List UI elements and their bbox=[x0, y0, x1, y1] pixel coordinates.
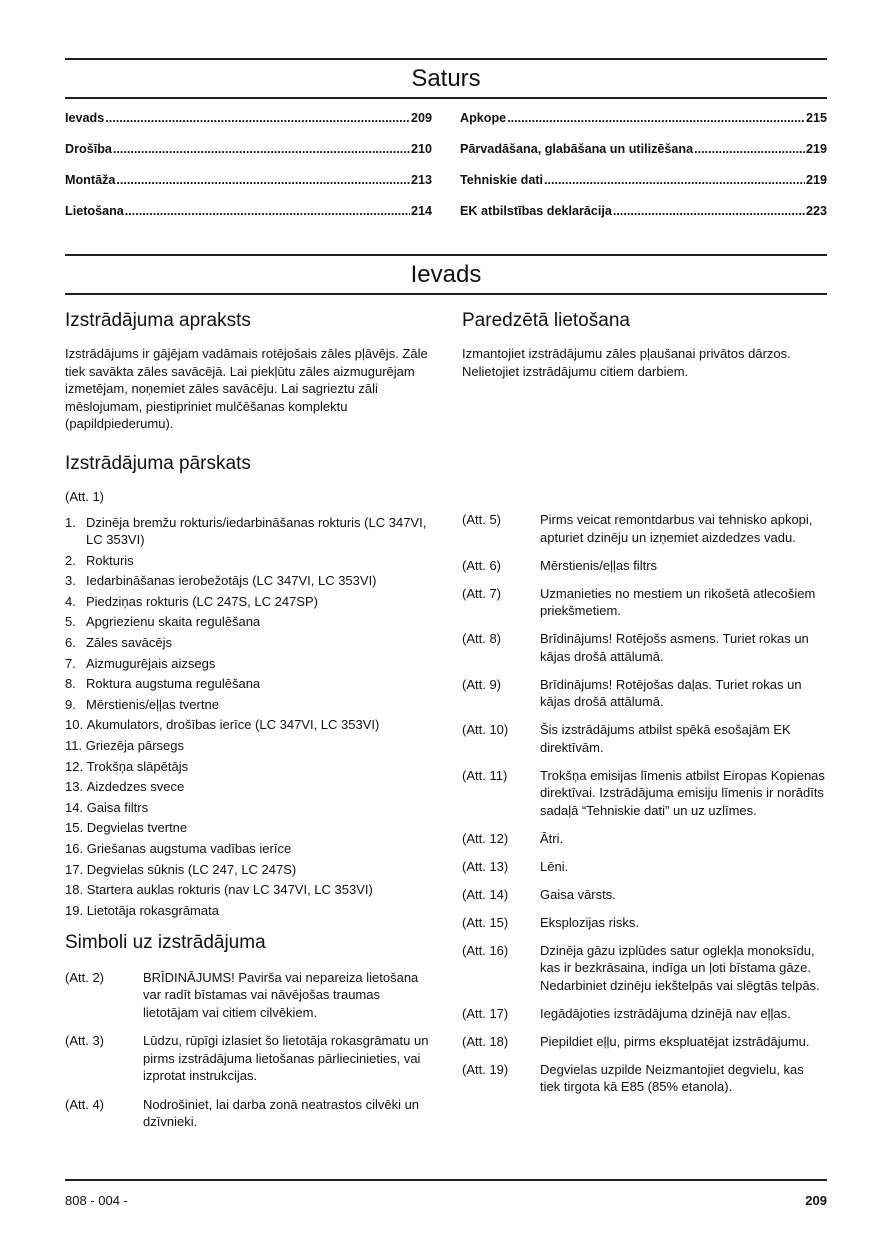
figure-ref: (Att. 3) bbox=[65, 1033, 105, 1049]
symbol-item bbox=[462, 858, 827, 876]
content-columns bbox=[65, 295, 827, 1142]
symbol-item bbox=[462, 1061, 827, 1096]
figure-ref: (Att. 13) bbox=[462, 858, 509, 874]
figure-ref: (Att. 4) bbox=[65, 1096, 105, 1112]
symbol-text: BRĪDINĀJUMS! Pavirša vai nepareiza lietošana var radīt bīstamas vai nāvējošas traumas lietotājam vai citiem cilvēkiem. bbox=[143, 969, 419, 1020]
list-item: 12. Trokšņa slāpētājs bbox=[65, 758, 189, 774]
figure-ref: (Att. 6) bbox=[462, 557, 502, 573]
list-item: 6. Zāles savācējs bbox=[65, 634, 172, 650]
section-title: Ievads bbox=[410, 261, 482, 288]
toc-entry-page: 213 bbox=[410, 173, 432, 187]
toc-entry-label: Apkope bbox=[460, 111, 507, 125]
toc-leader bbox=[613, 204, 805, 218]
symbol-text: Nodrošiniet, lai darba zonā neatrastos cilvēki un dzīvnieki. bbox=[143, 1096, 420, 1130]
toc-entry-page: 223 bbox=[805, 204, 827, 218]
table-of-contents bbox=[65, 111, 827, 235]
list-item: 10. Akumulators, drošības ierīce (LC 347VI, LC 353VI) bbox=[65, 717, 380, 733]
symbol-text: Trokšņa emisijas līmenis atbilst Eiropas Kopienas direktīvai. Izstrādājuma emisiju līmenis ir norādīts sadaļā “Tehniskie dati” un uz uzlīmes. bbox=[540, 767, 825, 818]
toc-entry-page: 209 bbox=[410, 111, 432, 125]
symbol-text: Piepildiet eļļu, pirms ekspluatējat izstrādājumu. bbox=[540, 1033, 810, 1049]
symbol-text: Pirms veicat remontdarbus vai tehnisko apkopi, apturiet dzinēju un izņemiet aizdedzes vadu. bbox=[540, 512, 813, 545]
toc-entry-page: 219 bbox=[805, 173, 827, 187]
symbol-text: Dzinēja gāzu izplūdes satur oglekļa monoksīdu, kas ir bezkrāsaina, indīga un ļoti bīstama gāze. Nedarbiniet dzinēju iekštelpās vai slēgtās telpās. bbox=[540, 942, 820, 993]
figure-ref: (Att. 14) bbox=[462, 886, 509, 902]
symbol-item bbox=[462, 767, 827, 820]
toc-leader bbox=[544, 173, 805, 187]
figure-ref: (Att. 16) bbox=[462, 942, 509, 958]
toc-leader bbox=[105, 111, 410, 125]
figure-ref: (Att. 7) bbox=[462, 585, 502, 601]
symbol-item bbox=[462, 585, 827, 620]
figure-ref: (Att. 19) bbox=[462, 1061, 509, 1077]
list-item: 2. Rokturis bbox=[65, 552, 134, 568]
toc-entry-label: Lietošana bbox=[65, 204, 124, 218]
toc-entry-page: 215 bbox=[805, 111, 827, 125]
list-item: 11. Griezēja pārsegs bbox=[65, 737, 185, 753]
description-text: Izstrādājums ir gājējam vadāmais rotējošais zāles pļāvējs. Zāle tiek savākta zāles savācējā. Lai piekļūtu zāles aizmugurējam izmetējam, noņemiet zāles savācēju. Lai sagrieztu zāli mēslojumam, piestipriniet mulčēšanas komplektu (papildpiederumu). bbox=[65, 346, 428, 431]
toc-title: Saturs bbox=[411, 65, 481, 92]
symbol-item bbox=[462, 1005, 827, 1023]
symbol-text: Degvielas uzpilde Neizmantojiet degvielu, kas tiek tirgota kā E85 (85% etanola). bbox=[540, 1061, 804, 1094]
intended-use-text: Izmantojiet izstrādājumu zāles pļaušanai privātos dārzos. Nelietojiet izstrādājumu citiem darbiem. bbox=[462, 346, 791, 379]
symbol-text: Gaisa vārsts. bbox=[540, 886, 616, 902]
list-item: 16. Griešanas augstuma vadības ierīce bbox=[65, 840, 292, 856]
symbol-text: Lūdzu, rūpīgi izlasiet šo lietotāja rokasgrāmatu un pirms izstrādājuma lietošanas pārliecinieties, vai izprotat instrukcijas. bbox=[143, 1033, 429, 1084]
toc-entry-label: Ievads bbox=[65, 111, 105, 125]
left-column bbox=[65, 295, 430, 1142]
symbol-text: Brīdinājums! Rotējošs asmens. Turiet rokas un kājas drošā attālumā. bbox=[540, 631, 809, 664]
symbol-text: Mērstienis/eļļas filtrs bbox=[540, 557, 658, 573]
overview-list bbox=[65, 514, 430, 919]
page-footer bbox=[65, 1179, 827, 1208]
figure-ref: (Att. 11) bbox=[462, 767, 508, 783]
toc-entry[interactable] bbox=[65, 204, 432, 235]
symbol-item bbox=[462, 942, 827, 995]
toc-entry-page: 210 bbox=[410, 142, 432, 156]
symbol-item bbox=[462, 511, 827, 546]
symbol-item bbox=[462, 886, 827, 904]
list-item: 8. Roktura augstuma regulēšana bbox=[65, 676, 261, 692]
toc-entry-label: EK atbilstības deklarācija bbox=[460, 204, 612, 218]
figure-ref: (Att. 9) bbox=[462, 676, 502, 692]
toc-column-right bbox=[460, 111, 827, 235]
toc-entry[interactable] bbox=[65, 142, 432, 173]
toc-entry-label: Tehniskie dati bbox=[460, 173, 544, 187]
figure-ref: (Att. 10) bbox=[462, 722, 509, 737]
list-item: 18. Startera auklas rokturis (nav LC 347VI, LC 353VI) bbox=[65, 882, 373, 898]
symbol-item bbox=[462, 914, 827, 932]
list-item: 7. Aizmugurējais aizsegs bbox=[65, 655, 216, 671]
symbol-text: Šis izstrādājums atbilst spēkā esošajām EK direktīvām. bbox=[540, 722, 791, 755]
toc-entry-page: 219 bbox=[805, 142, 827, 156]
page bbox=[65, 58, 827, 1142]
list-item: 5. Apgriezienu skaita regulēšana bbox=[65, 614, 261, 630]
figure-ref: (Att. 15) bbox=[462, 914, 509, 930]
toc-entry[interactable] bbox=[65, 111, 432, 142]
toc-entry[interactable] bbox=[65, 173, 432, 204]
toc-entry-label: Drošība bbox=[65, 142, 112, 156]
symbol-item bbox=[462, 721, 827, 756]
symbol-text: Lēni. bbox=[540, 858, 569, 874]
symbol-text: Ātri. bbox=[540, 830, 564, 846]
symbol-item bbox=[462, 630, 827, 665]
symbol-text: Eksplozijas risks. bbox=[540, 914, 639, 930]
figure-ref: (Att. 8) bbox=[462, 631, 502, 646]
toc-entry[interactable] bbox=[460, 173, 827, 204]
toc-entry-page: 214 bbox=[410, 204, 432, 218]
toc-entry[interactable] bbox=[460, 204, 827, 235]
symbol-text: Uzmanieties no mestiem un rikošetā atlecošiem priekšmetiem. bbox=[540, 585, 816, 618]
symbol-item bbox=[462, 1033, 827, 1051]
list-item: 19. Lietotāja rokasgrāmata bbox=[65, 902, 219, 918]
figure-ref: (Att. 17) bbox=[462, 1005, 509, 1021]
list-item: 17. Degvielas sūknis (LC 247, LC 247S) bbox=[65, 861, 297, 877]
toc-leader bbox=[116, 173, 410, 187]
toc-column-left bbox=[65, 111, 432, 235]
list-item: 9. Mērstienis/eļļas tvertne bbox=[65, 696, 219, 712]
list-item: 3. Iedarbināšanas ierobežotājs (LC 347VI, LC 353VI) bbox=[65, 573, 377, 589]
document-code: 808 - 004 - bbox=[65, 1193, 128, 1208]
figure-ref: (Att. 2) bbox=[65, 969, 105, 985]
symbol-item bbox=[462, 557, 827, 575]
divider bbox=[65, 58, 827, 60]
figure-ref: (Att. 12) bbox=[462, 830, 509, 846]
description-heading: Izstrādājuma apraksts bbox=[65, 310, 251, 331]
list-item: 15. Degvielas tvertne bbox=[65, 820, 188, 836]
list-item: 13. Aizdedzes svece bbox=[65, 779, 185, 795]
list-item: 1. Dzinēja bremžu rokturis/iedarbināšanas rokturis (LC 347VI, LC 353VI) bbox=[65, 515, 427, 547]
toc-leader bbox=[507, 111, 805, 125]
divider bbox=[65, 254, 827, 256]
overview-heading: Izstrādājuma pārskats bbox=[65, 452, 251, 474]
toc-entry-label: Montāža bbox=[65, 173, 116, 187]
symbol-item bbox=[462, 676, 827, 711]
toc-entry[interactable] bbox=[460, 142, 827, 173]
symbol-item bbox=[462, 830, 827, 848]
symbol-text: Brīdinājums! Rotējošas daļas. Turiet rokas un kājas drošā attālumā. bbox=[540, 676, 802, 709]
toc-entry-label: Pārvadāšana, glabāšana un utilizēšana bbox=[460, 142, 694, 156]
symbols-heading: Simboli uz izstrādājuma bbox=[65, 931, 266, 953]
symbol-text: Iegādājoties izstrādājuma dzinējā nav eļļas. bbox=[540, 1005, 791, 1021]
symbols-list-left bbox=[65, 969, 430, 1131]
figure-ref: (Att. 5) bbox=[462, 512, 502, 527]
page-number: 209 bbox=[805, 1193, 827, 1208]
symbol-item bbox=[65, 1096, 430, 1131]
right-column bbox=[462, 295, 827, 1142]
divider bbox=[65, 97, 827, 99]
toc-leader bbox=[125, 204, 410, 218]
intended-use-heading: Paredzētā lietošana bbox=[462, 310, 630, 331]
list-item: 4. Piedziņas rokturis (LC 247S, LC 247SP) bbox=[65, 593, 318, 609]
symbol-item bbox=[65, 969, 430, 1022]
symbol-item bbox=[65, 1032, 430, 1085]
figure-ref: (Att. 18) bbox=[462, 1033, 509, 1049]
list-item: 14. Gaisa filtrs bbox=[65, 799, 149, 815]
toc-entry[interactable] bbox=[460, 111, 827, 142]
toc-leader bbox=[694, 142, 805, 156]
symbols-list-right bbox=[462, 511, 827, 1096]
overview-figure-ref: (Att. 1) bbox=[65, 488, 105, 504]
toc-leader bbox=[113, 142, 410, 156]
